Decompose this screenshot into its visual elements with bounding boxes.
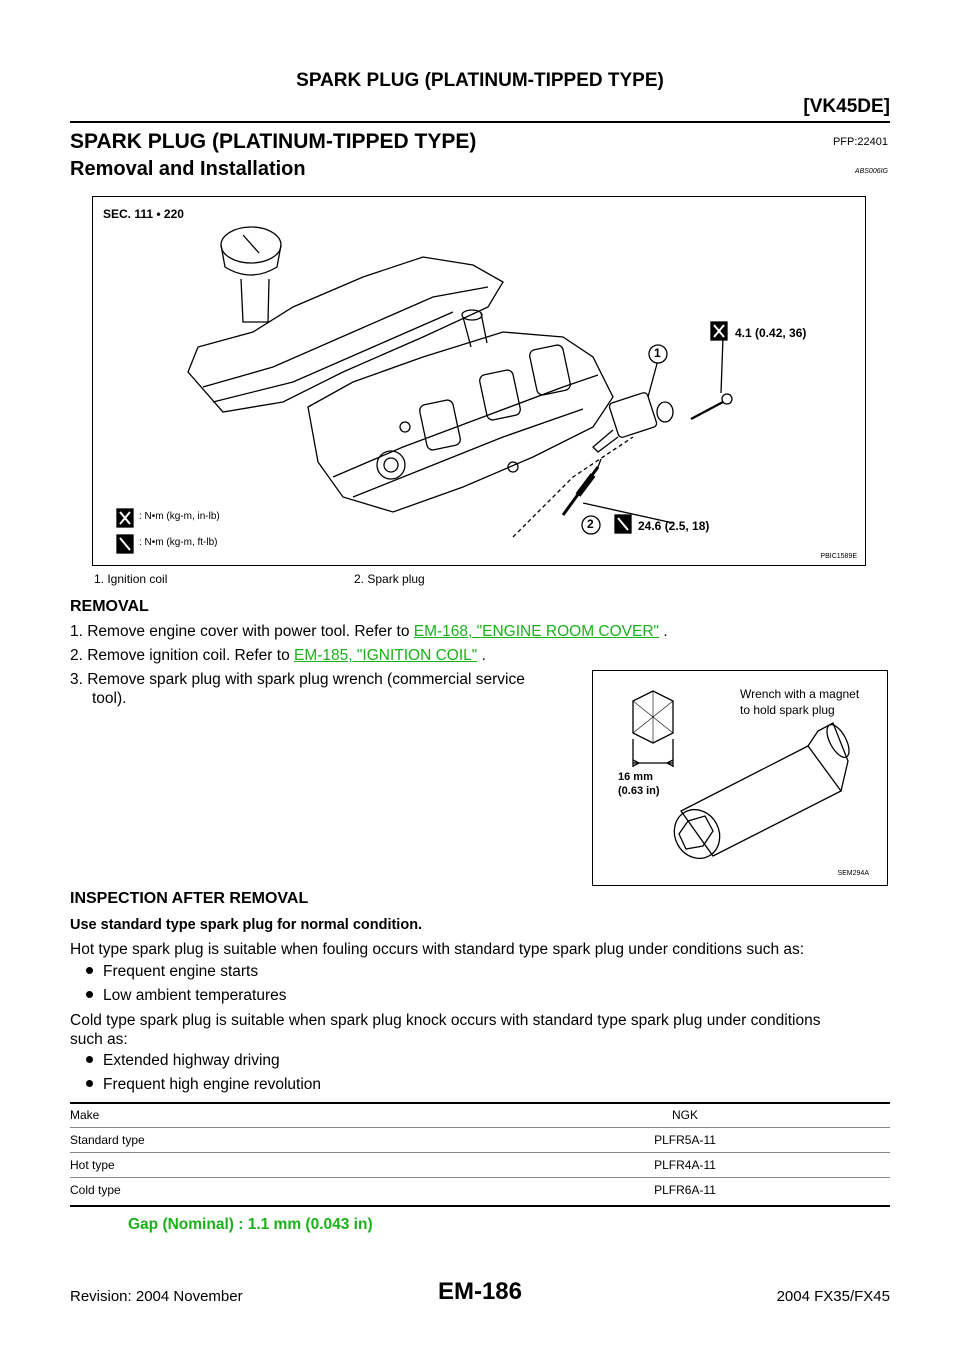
wrench-caption-line2: to hold spark plug [740,703,835,717]
removal-step-3: 3. Remove spark plug with spark plug wrench (commercial service [70,671,525,688]
spark-plug-spec-table [70,1103,890,1202]
spark-plug-wrench-figure [592,670,888,886]
figure2-code: SEM294A [837,870,869,877]
callout-1: 1 [654,346,661,360]
removal-step-3-cont: tool). [92,690,127,707]
link-ignition-coil[interactable]: EM-185, "IGNITION COIL" [294,647,478,664]
unit-inlb-label: : N•m (kg-m, in-lb) [139,511,220,522]
bullet-icon [86,1056,93,1063]
wrench-size-line1: 16 mm [618,771,653,783]
removal-heading: REMOVAL [70,598,149,615]
legend-item-ignition-coil: 1. Ignition coil [94,572,168,586]
removal-step-1: 1. Remove engine cover with power tool. Refer to EM-168, "ENGINE ROOM COVER" . [70,623,668,640]
table-bottom-rule [70,1205,890,1207]
bullet-icon [86,967,93,974]
legend-item-spark-plug: 2. Spark plug [354,572,425,586]
inspection-bold-line: Use standard type spark plug for normal condition. [70,917,423,933]
cold-type-text-line1: Cold type spark plug is suitable when spark plug knock occurs with standard type spark plug under conditions [70,1012,821,1029]
running-header-title: SPARK PLUG (PLATINUM-TIPPED TYPE) [296,70,664,91]
table-row: Make NGK [70,1103,890,1128]
cold-type-text-line2: such as: [70,1031,128,1048]
list-item: Low ambient temperatures [86,987,287,1005]
figure-code: PBIC1589E [820,553,857,560]
inspection-heading: INSPECTION AFTER REMOVAL [70,890,309,907]
subsection-title: Removal and Installation [70,158,306,180]
abs-code: ABS006IG [854,168,888,175]
link-engine-room-cover[interactable]: EM-168, "ENGINE ROOM COVER" [413,623,660,640]
hot-type-text: Hot type spark plug is suitable when fouling occurs with standard type spark plug under conditions such as: [70,941,805,958]
list-item: Frequent engine starts [86,963,258,981]
header-rule [70,121,890,123]
page-number: EM-186 [437,1278,523,1305]
list-item: Frequent high engine revolution [86,1076,321,1094]
torque-bottom-label: 24.6 (2.5, 18) [638,519,710,533]
removal-step-2: 2. Remove ignition coil. Refer to EM-185, "IGNITION COIL" . [70,647,486,664]
table-row: Cold type PLFR6A-11 [70,1183,716,1197]
torque-top-label: 4.1 (0.42, 36) [735,326,807,340]
model-label: 2004 FX35/FX45 [776,1288,890,1305]
wrench-size-line2: (0.63 in) [618,785,660,797]
pfp-code: PFP:22401 [832,136,888,148]
bullet-icon [86,991,93,998]
table-row: Standard type PLFR5A-11 [70,1128,890,1153]
wrench-caption-line1: Wrench with a magnet [740,687,860,701]
gap-spec: Gap (Nominal) : 1.1 mm (0.043 in) [128,1216,373,1233]
list-item: Extended highway driving [86,1052,280,1070]
unit-ftlb-label: : N•m (kg-m, ft-lb) [139,537,218,548]
figure-sec-label: SEC. 111 • 220 [103,207,184,221]
revision-label: Revision: 2004 November [70,1288,243,1305]
bullet-icon [86,1080,93,1087]
exploded-view-figure [92,196,866,566]
engine-code: [VK45DE] [803,96,890,117]
section-title: SPARK PLUG (PLATINUM-TIPPED TYPE) [70,130,477,153]
callout-2: 2 [587,517,594,531]
table-row: Hot type PLFR4A-11 [70,1153,890,1178]
